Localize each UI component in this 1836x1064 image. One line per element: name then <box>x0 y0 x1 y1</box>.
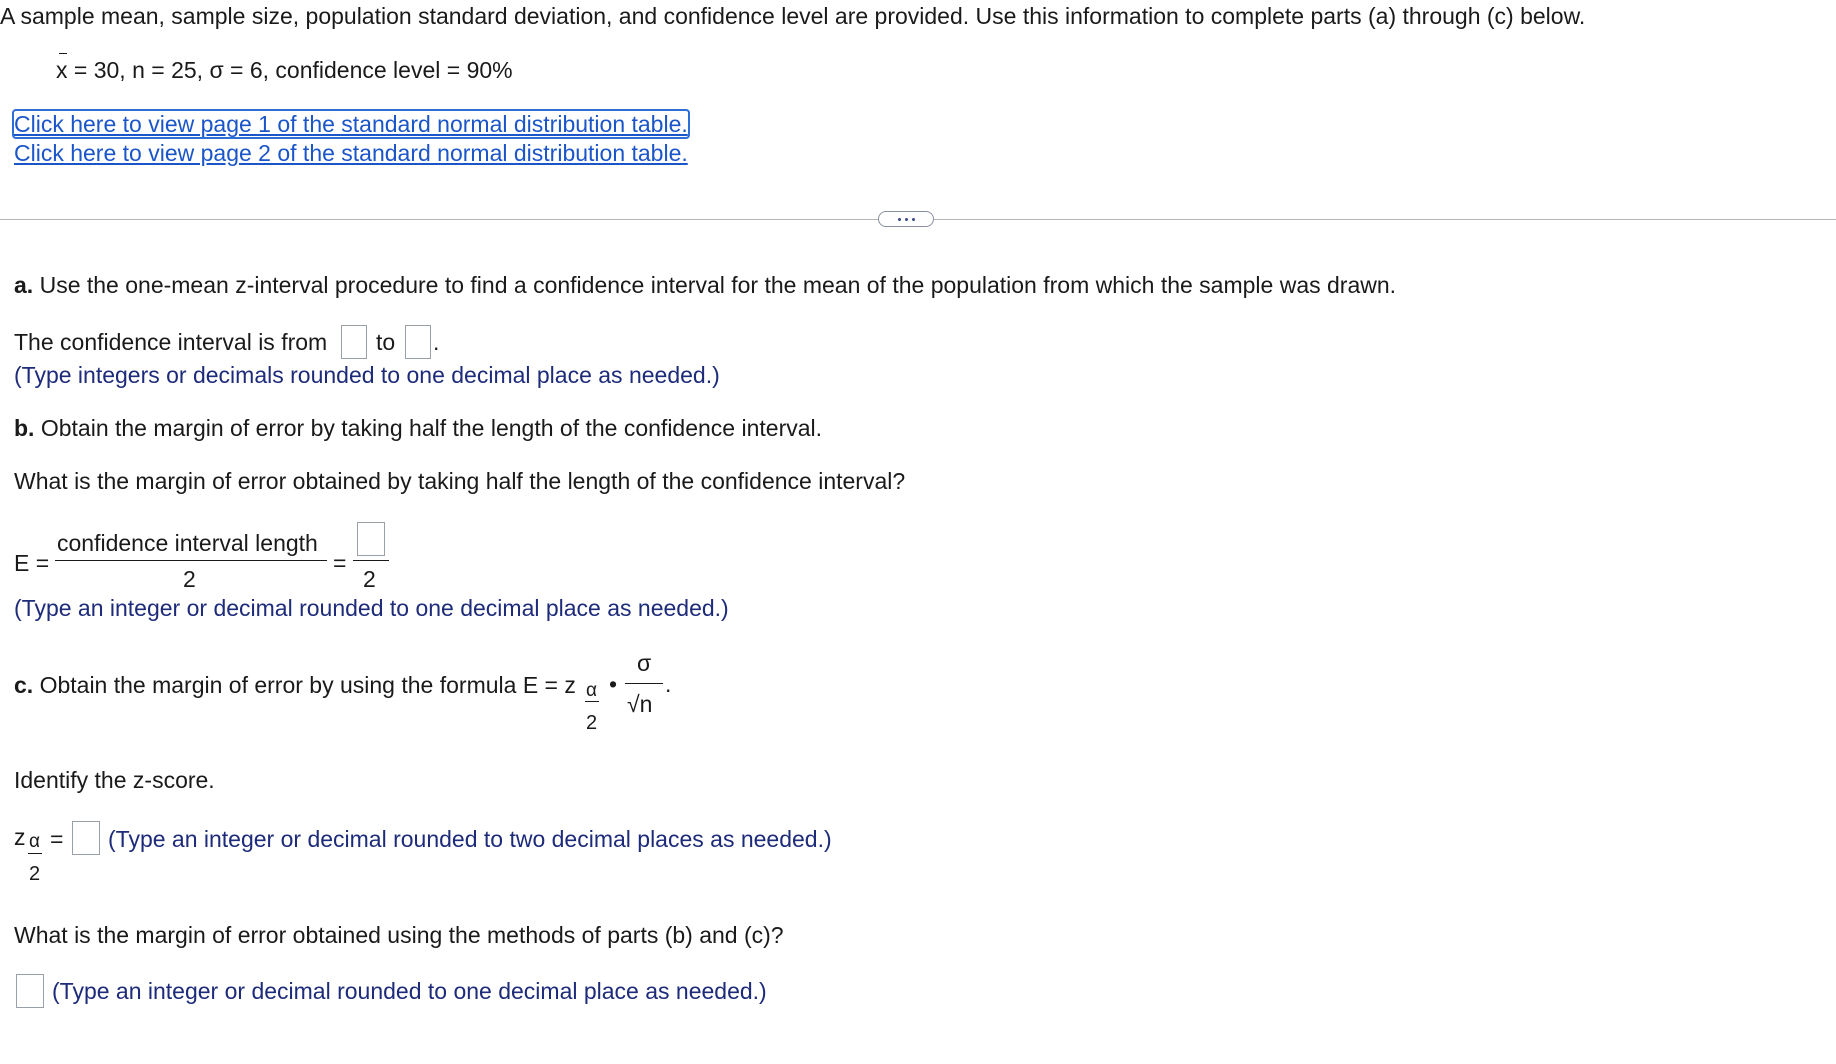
alpha-sub: α <box>586 680 597 701</box>
dot-icon <box>898 218 901 221</box>
formula-period: . <box>665 671 672 697</box>
final-margin-input[interactable] <box>16 974 44 1008</box>
part-c-instruction: c. Obtain the margin of error by using the formula E = z <box>14 672 576 698</box>
sqrt-n: √n <box>627 691 653 717</box>
dot-icon <box>912 218 915 221</box>
ci-period: . <box>433 329 440 355</box>
dot-icon <box>905 218 908 221</box>
ci-upper-input[interactable] <box>405 325 431 359</box>
fraction-bar-2 <box>353 560 389 561</box>
sigma-symbol: σ <box>637 650 652 676</box>
fraction-bar <box>55 560 327 561</box>
z-alpha-two: 2 <box>29 863 41 885</box>
ci-prefix-text: The confidence interval is from <box>14 329 328 355</box>
fraction-denominator-2: 2 <box>363 566 376 592</box>
alpha-over-2-bar <box>585 701 599 702</box>
fraction-numerator: confidence interval length <box>57 530 318 556</box>
alpha-two: 2 <box>586 712 598 734</box>
identify-zscore-text: Identify the z-score. <box>14 767 215 793</box>
x-bar: x <box>56 56 68 84</box>
part-a-hint: (Type integers or decimals rounded to one decimal place as needed.) <box>14 362 720 388</box>
normal-table-page2-link[interactable]: Click here to view page 2 of the standard normal distribution table. <box>14 140 688 166</box>
ci-length-input[interactable] <box>357 522 385 556</box>
z-alpha-sub: α <box>29 831 40 852</box>
part-a-question: a. Use the one-mean z-interval procedure to find a confidence interval for the mean of the population from which the sample was drawn. <box>14 272 1397 298</box>
problem-intro: A sample mean, sample size, population standard deviation, and confidence level are provided. Use this information to complete parts (a) through (c) below. <box>0 3 1586 29</box>
normal-table-page1-link[interactable]: Click here to view page 1 of the standard normal distribution table. <box>14 111 688 137</box>
fraction-equals: = <box>333 550 347 576</box>
part-b-question: What is the margin of error obtained by taking half the length of the confidence interval? <box>14 468 906 494</box>
fraction-denominator: 2 <box>183 566 196 592</box>
z-score-hint: (Type an integer or decimal rounded to two decimal places as needed.) <box>108 826 832 852</box>
e-lhs: E = <box>14 550 50 576</box>
final-margin-hint: (Type an integer or decimal rounded to one decimal place as needed.) <box>52 978 767 1004</box>
z-symbol: z <box>14 824 26 850</box>
given-values: x = 30, n = 25, σ = 6, confidence level = 90% <box>56 56 513 84</box>
z-alpha-bar <box>28 853 42 854</box>
part-b-hint: (Type an integer or decimal rounded to one decimal place as needed.) <box>14 595 729 621</box>
ci-lower-input[interactable] <box>341 325 367 359</box>
multiply-dot: • <box>609 671 618 697</box>
final-margin-question: What is the margin of error obtained using the methods of parts (b) and (c)? <box>14 922 784 948</box>
z-equals: = <box>50 826 64 852</box>
expand-more-button[interactable] <box>878 211 934 227</box>
z-score-input[interactable] <box>72 821 100 855</box>
ci-to-text: to <box>376 329 396 355</box>
part-b-instruction: b. Obtain the margin of error by taking half the length of the confidence interval. <box>14 415 823 441</box>
sigma-fraction-bar <box>625 683 663 684</box>
